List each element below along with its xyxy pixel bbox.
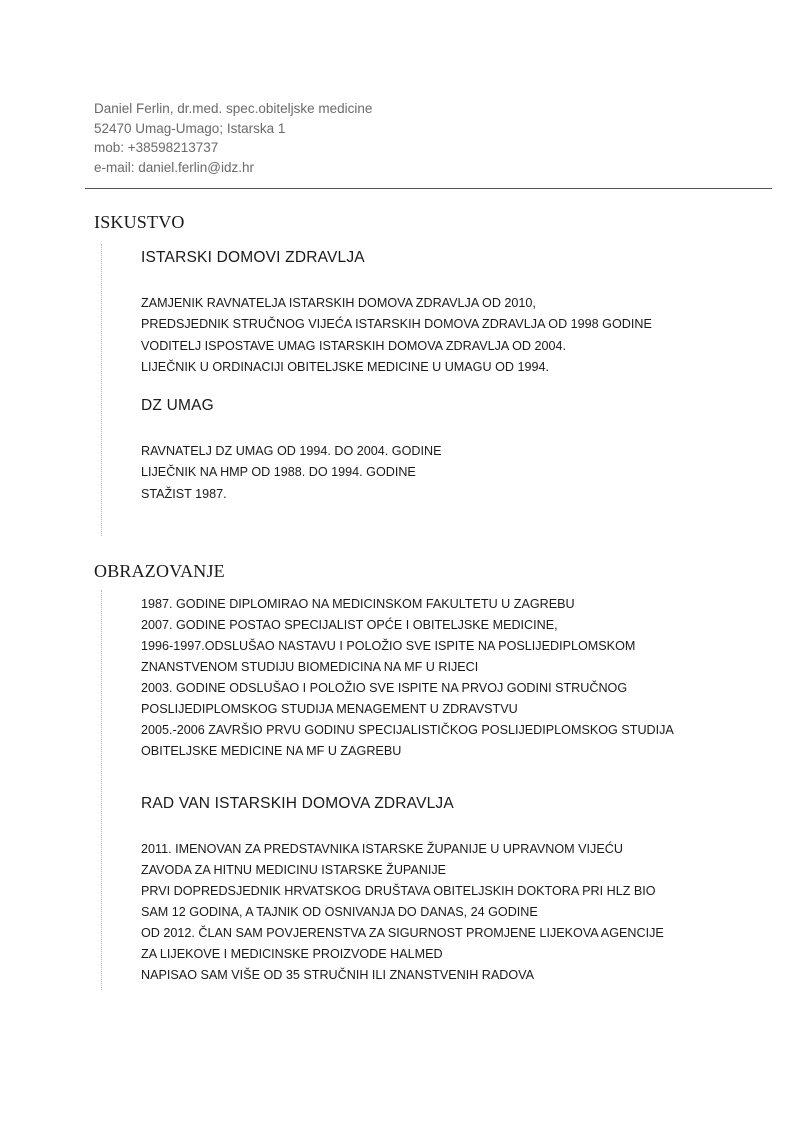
list-item: PRVI DOPREDSJEDNIK HRVATSKOG DRUŠTAVA OBITELJSKIH DOKTORA PRI HLZ BIO: [141, 884, 656, 898]
list-item: NAPISAO SAM VIŠE OD 35 STRUČNIH ILI ZNANSTVENIH RADOVA: [141, 968, 535, 982]
list-item: RAVNATELJ DZ UMAG OD 1994. DO 2004. GODINE: [141, 444, 442, 458]
list-item: 1987. GODINE DIPLOMIRAO NA MEDICINSKOM FAKULTETU U ZAGREBU: [141, 597, 575, 611]
section-title-iskustvo: ISKUSTVO: [94, 212, 185, 232]
list-item: LIJEČNIK U ORDINACIJI OBITELJSKE MEDICINE U UMAGU OD 1994.: [141, 360, 549, 375]
list-item: 2007. GODINE POSTAO SPECIJALIST OPĆE I OBITELJSKE MEDICINE,: [141, 618, 558, 632]
header-divider: [85, 188, 772, 189]
list-item: ZAVODA ZA HITNU MEDICINU ISTARSKE ŽUPANIJE: [141, 863, 447, 877]
obrazovanje-list: [141, 594, 674, 762]
istarski-domovi-list: [141, 293, 652, 379]
rad-van-list: [141, 839, 664, 986]
address-line: 52470 Umag-Umago; Istarska 1: [94, 120, 286, 136]
list-item: 2011. IMENOVAN ZA PREDSTAVNIKA ISTARSKE ŽUPANIJE U UPRAVNOM VIJEĆU: [141, 842, 623, 856]
list-item: 2003. GODINE ODSLUŠAO I POLOŽIO SVE ISPITE NA PRVOJ GODINI STRUČNOG: [141, 681, 628, 695]
subsection-title-istarski-domovi: ISTARSKI DOMOVI ZDRAVLJA: [141, 249, 365, 266]
list-item: ZAMJENIK RAVNATELJA ISTARSKIH DOMOVA ZDRAVLJA OD 2010,: [141, 296, 536, 310]
list-item: 2005.-2006 ZAVRŠIO PRVU GODINU SPECIJALISTIČKOG POSLIJEDIPLOMSKOG STUDIJA: [141, 723, 674, 737]
dz-umag-list: [141, 441, 441, 505]
section-dotted-rule: [101, 590, 102, 990]
phone-line: mob: +38598213737: [94, 140, 219, 155]
email-line: e-mail: daniel.ferlin@idz.hr: [94, 159, 255, 175]
section-dotted-rule: [101, 244, 102, 536]
subsection-title-rad-van: RAD VAN ISTARSKIH DOMOVA ZDRAVLJA: [141, 795, 454, 812]
list-item: SAM 12 GODINA, A TAJNIK OD OSNIVANJA DO DANAS, 24 GODINE: [141, 905, 538, 919]
list-item: POSLIJEDIPLOMSKOG STUDIJA MENAGEMENT U ZDRAVSTVU: [141, 702, 518, 716]
list-item: LIJEČNIK NA HMP OD 1988. DO 1994. GODINE: [141, 465, 416, 480]
contact-header: [94, 99, 372, 177]
subsection-title-dz-umag: DZ UMAG: [141, 397, 214, 414]
list-item: ZNANSTVENOM STUDIJU BIOMEDICINA NA MF U RIJECI: [141, 660, 479, 674]
list-item: STAŽIST 1987.: [141, 486, 227, 501]
list-item: OBITELJSKE MEDICINE NA MF U ZAGREBU: [141, 744, 402, 758]
list-item: PREDSJEDNIK STRUČNOG VIJEĆA ISTARSKIH DOMOVA ZDRAVLJA OD 1998 GODINE: [141, 317, 652, 332]
list-item: 1996-1997.ODSLUŠAO NASTAVU I POLOŽIO SVE ISPITE NA POSLIJEDIPLOMSKOM: [141, 639, 636, 653]
list-item: ZA LIJEKOVE I MEDICINSKE PROIZVODE HALMED: [141, 947, 443, 961]
section-title-obrazovanje: OBRAZOVANJE: [94, 561, 225, 581]
name-line: Daniel Ferlin, dr.med. spec.obiteljske medicine: [94, 101, 373, 116]
list-item: VODITELJ ISPOSTAVE UMAG ISTARSKIH DOMOVA ZDRAVLJA OD 2004.: [141, 338, 567, 353]
list-item: OD 2012. ČLAN SAM POVJERENSTVA ZA SIGURNOST PROMJENE LIJEKOVA AGENCIJE: [141, 926, 664, 940]
